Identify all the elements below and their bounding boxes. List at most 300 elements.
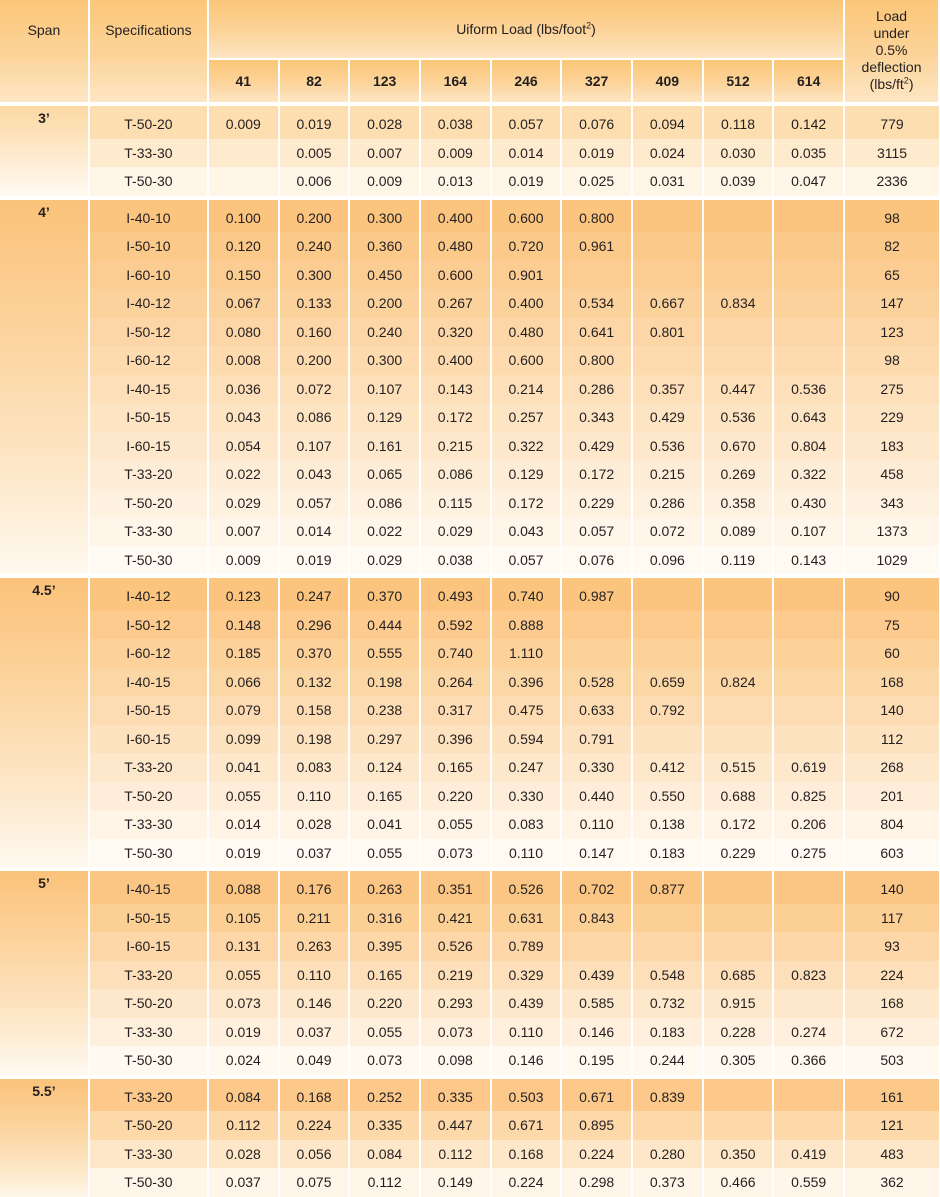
specification-cell: T-50-30 (89, 1046, 208, 1077)
deflection-value-cell: 0.252 (349, 1077, 420, 1112)
table-row (0, 1018, 939, 1047)
deflection-line-5 (845, 76, 938, 93)
deflection-value-cell: 0.269 (703, 460, 774, 489)
load-column-header: 41 (208, 59, 279, 104)
table-header (0, 0, 939, 104)
deflection-value-cell: 0.400 (491, 289, 562, 318)
table-row (0, 232, 939, 261)
specification-cell: I-40-15 (89, 668, 208, 697)
deflection-value-cell: 0.215 (632, 460, 703, 489)
deflection-value-cell: 0.168 (491, 1140, 562, 1169)
specification-cell: I-50-10 (89, 232, 208, 261)
load-under-deflection-cell: 458 (844, 460, 939, 489)
deflection-value-cell (632, 576, 703, 611)
deflection-value-cell: 0.430 (773, 489, 844, 518)
deflection-value-cell: 0.037 (279, 839, 350, 870)
deflection-value-cell: 0.105 (208, 904, 279, 933)
load-under-deflection-cell: 161 (844, 1077, 939, 1112)
deflection-value-cell: 0.641 (561, 318, 632, 347)
deflection-value-cell: 0.088 (208, 869, 279, 904)
deflection-value-cell (632, 1111, 703, 1140)
deflection-value-cell (773, 989, 844, 1018)
specification-cell: I-60-12 (89, 639, 208, 668)
table-row (0, 961, 939, 990)
deflection-value-cell: 0.083 (279, 753, 350, 782)
table-row (0, 639, 939, 668)
deflection-value-cell: 0.165 (349, 961, 420, 990)
deflection-value-cell: 0.238 (349, 696, 420, 725)
deflection-value-cell: 0.110 (561, 810, 632, 839)
deflection-value-cell: 0.263 (349, 869, 420, 904)
deflection-value-cell: 0.067 (208, 289, 279, 318)
deflection-value-cell: 0.839 (632, 1077, 703, 1112)
deflection-value-cell: 0.688 (703, 782, 774, 811)
deflection-value-cell: 0.055 (349, 839, 420, 870)
load-column-header: 614 (773, 59, 844, 104)
deflection-value-cell: 0.043 (208, 403, 279, 432)
deflection-value-cell: 0.834 (703, 289, 774, 318)
load-under-deflection-cell: 503 (844, 1046, 939, 1077)
specification-cell: I-50-15 (89, 403, 208, 432)
deflection-value-cell: 0.124 (349, 753, 420, 782)
deflection-value-cell: 0.075 (279, 1168, 350, 1197)
deflection-value-cell: 0.057 (491, 104, 562, 139)
deflection-value-cell (561, 261, 632, 290)
load-under-deflection-cell: 343 (844, 489, 939, 518)
deflection-value-cell: 0.300 (349, 198, 420, 233)
deflection-value-cell: 0.029 (420, 517, 491, 546)
table-row (0, 869, 939, 904)
deflection-value-cell: 0.877 (632, 869, 703, 904)
specification-cell: T-33-20 (89, 961, 208, 990)
table-row (0, 611, 939, 640)
deflection-value-cell: 0.037 (279, 1018, 350, 1047)
specification-cell: T-33-20 (89, 1077, 208, 1112)
table-row (0, 139, 939, 168)
deflection-value-cell: 0.036 (208, 375, 279, 404)
deflection-value-cell: 0.600 (491, 198, 562, 233)
uniform-load-close: ) (591, 21, 596, 37)
deflection-value-cell (703, 932, 774, 961)
deflection-value-cell: 0.274 (773, 1018, 844, 1047)
deflection-value-cell: 0.412 (632, 753, 703, 782)
deflection-value-cell: 0.296 (279, 611, 350, 640)
deflection-value-cell: 0.286 (561, 375, 632, 404)
deflection-value-cell: 0.172 (561, 460, 632, 489)
load-under-deflection-cell: 65 (844, 261, 939, 290)
deflection-value-cell: 0.028 (349, 104, 420, 139)
deflection-value-cell: 0.300 (279, 261, 350, 290)
deflection-value-cell: 0.165 (420, 753, 491, 782)
deflection-value-cell: 0.800 (561, 346, 632, 375)
deflection-value-cell: 0.439 (561, 961, 632, 990)
deflection-superscript: 2 (903, 75, 909, 86)
deflection-value-cell: 0.740 (491, 576, 562, 611)
table-row (0, 989, 939, 1018)
deflection-value-cell: 0.901 (491, 261, 562, 290)
deflection-value-cell (773, 318, 844, 347)
deflection-value-cell: 0.057 (491, 546, 562, 577)
deflection-value-cell: 0.297 (349, 725, 420, 754)
deflection-value-cell: 0.014 (491, 139, 562, 168)
deflection-value-cell: 0.057 (279, 489, 350, 518)
deflection-value-cell (703, 696, 774, 725)
table-row (0, 460, 939, 489)
specification-cell: I-60-10 (89, 261, 208, 290)
deflection-value-cell: 0.447 (703, 375, 774, 404)
deflection-value-cell: 0.526 (420, 932, 491, 961)
deflection-value-cell (632, 725, 703, 754)
deflection-value-cell: 0.043 (491, 517, 562, 546)
load-under-deflection-cell: 224 (844, 961, 939, 990)
span-cell: 4’ (0, 198, 89, 577)
deflection-value-cell: 0.014 (279, 517, 350, 546)
deflection-value-cell: 0.038 (420, 104, 491, 139)
deflection-value-cell: 0.110 (279, 961, 350, 990)
span-cell: 3’ (0, 104, 89, 198)
load-under-deflection-cell: 112 (844, 725, 939, 754)
deflection-value-cell: 0.895 (561, 1111, 632, 1140)
deflection-value-cell: 0.317 (420, 696, 491, 725)
deflection-value-cell: 0.008 (208, 346, 279, 375)
deflection-value-cell: 0.172 (420, 403, 491, 432)
deflection-value-cell (773, 198, 844, 233)
deflection-value-cell: 0.720 (491, 232, 562, 261)
deflection-value-cell: 0.073 (420, 839, 491, 870)
deflection-value-cell: 0.037 (208, 1168, 279, 1197)
deflection-value-cell: 0.073 (349, 1046, 420, 1077)
load-under-deflection-cell: 229 (844, 403, 939, 432)
specification-cell: T-50-30 (89, 167, 208, 198)
deflection-value-cell: 0.220 (420, 782, 491, 811)
deflection-value-cell: 0.198 (349, 668, 420, 697)
deflection-value-cell: 0.440 (561, 782, 632, 811)
load-under-deflection-cell: 1373 (844, 517, 939, 546)
deflection-value-cell: 0.176 (279, 869, 350, 904)
deflection-value-cell: 0.080 (208, 318, 279, 347)
deflection-value-cell (632, 639, 703, 668)
deflection-value-cell (632, 198, 703, 233)
deflection-value-cell: 0.480 (491, 318, 562, 347)
table-row (0, 1046, 939, 1077)
deflection-value-cell: 0.029 (349, 546, 420, 577)
deflection-value-cell: 0.293 (420, 989, 491, 1018)
load-column-header: 327 (561, 59, 632, 104)
specification-cell: T-33-30 (89, 1140, 208, 1169)
deflection-value-cell: 0.120 (208, 232, 279, 261)
deflection-value-cell: 0.110 (491, 839, 562, 870)
deflection-value-cell (773, 639, 844, 668)
deflection-value-cell: 0.240 (279, 232, 350, 261)
deflection-value-cell: 0.107 (349, 375, 420, 404)
deflection-value-cell: 0.200 (349, 289, 420, 318)
table-row (0, 839, 939, 870)
deflection-value-cell: 0.200 (279, 346, 350, 375)
specification-cell: T-33-30 (89, 810, 208, 839)
deflection-value-cell: 0.086 (279, 403, 350, 432)
deflection-value-cell: 0.019 (279, 104, 350, 139)
deflection-value-cell: 0.320 (420, 318, 491, 347)
span-cell: 5.5’ (0, 1077, 89, 1197)
table-row (0, 725, 939, 754)
load-under-deflection-cell: 483 (844, 1140, 939, 1169)
load-under-deflection-cell: 140 (844, 869, 939, 904)
deflection-value-cell: 0.098 (420, 1046, 491, 1077)
deflection-value-cell: 0.536 (703, 403, 774, 432)
deflection-value-cell: 0.022 (349, 517, 420, 546)
deflection-value-cell: 0.373 (632, 1168, 703, 1197)
deflection-value-cell: 0.585 (561, 989, 632, 1018)
table-row (0, 696, 939, 725)
deflection-value-cell: 0.702 (561, 869, 632, 904)
deflection-value-cell: 0.129 (349, 403, 420, 432)
specification-cell: I-50-15 (89, 904, 208, 933)
specification-cell: T-50-20 (89, 989, 208, 1018)
span-cell: 5’ (0, 869, 89, 1077)
specification-cell: T-33-30 (89, 139, 208, 168)
deflection-value-cell: 0.057 (561, 517, 632, 546)
deflection-value-cell: 0.792 (632, 696, 703, 725)
deflection-value-cell: 0.073 (420, 1018, 491, 1047)
deflection-value-cell: 0.240 (349, 318, 420, 347)
deflection-value-cell: 0.019 (208, 1018, 279, 1047)
deflection-value-cell: 0.280 (632, 1140, 703, 1169)
deflection-value-cell: 0.450 (349, 261, 420, 290)
load-column-header: 82 (279, 59, 350, 104)
load-column-header: 409 (632, 59, 703, 104)
deflection-value-cell: 0.298 (561, 1168, 632, 1197)
deflection-value-cell: 0.480 (420, 232, 491, 261)
load-under-deflection-cell: 93 (844, 932, 939, 961)
specification-cell: T-50-20 (89, 489, 208, 518)
deflection-value-cell (632, 611, 703, 640)
table-row (0, 576, 939, 611)
deflection-value-cell: 0.028 (208, 1140, 279, 1169)
table-row (0, 403, 939, 432)
deflection-value-cell: 0.526 (491, 869, 562, 904)
deflection-value-cell: 0.096 (632, 546, 703, 577)
deflection-value-cell: 0.351 (420, 869, 491, 904)
deflection-value-cell (773, 869, 844, 904)
specification-cell: I-40-10 (89, 198, 208, 233)
specification-cell: I-60-15 (89, 432, 208, 461)
deflection-value-cell: 0.009 (420, 139, 491, 168)
specification-cell: I-60-15 (89, 725, 208, 754)
table-row (0, 198, 939, 233)
deflection-value-cell: 0.791 (561, 725, 632, 754)
specification-cell: I-50-12 (89, 611, 208, 640)
deflection-value-cell: 0.019 (561, 139, 632, 168)
table-row (0, 753, 939, 782)
deflection-value-cell: 0.335 (420, 1077, 491, 1112)
deflection-value-cell: 0.006 (279, 167, 350, 198)
deflection-value-cell: 0.257 (491, 403, 562, 432)
deflection-value-cell: 0.112 (208, 1111, 279, 1140)
deflection-value-cell: 0.825 (773, 782, 844, 811)
deflection-value-cell: 0.079 (208, 696, 279, 725)
deflection-value-cell: 0.400 (420, 346, 491, 375)
deflection-value-cell: 0.073 (208, 989, 279, 1018)
table-row (0, 261, 939, 290)
deflection-value-cell (632, 346, 703, 375)
load-under-deflection-cell: 82 (844, 232, 939, 261)
deflection-value-cell (703, 576, 774, 611)
deflection-value-cell: 0.019 (491, 167, 562, 198)
deflection-value-cell (773, 611, 844, 640)
deflection-value-cell: 0.022 (208, 460, 279, 489)
specification-cell: T-33-30 (89, 517, 208, 546)
deflection-value-cell: 0.987 (561, 576, 632, 611)
specification-cell: T-33-30 (89, 1018, 208, 1047)
deflection-value-cell: 0.147 (561, 839, 632, 870)
deflection-value-cell: 0.229 (561, 489, 632, 518)
deflection-value-cell: 0.009 (208, 546, 279, 577)
table-row (0, 432, 939, 461)
specification-cell: T-50-30 (89, 839, 208, 870)
deflection-value-cell (703, 198, 774, 233)
deflection-value-cell: 0.220 (349, 989, 420, 1018)
deflection-value-cell: 0.366 (773, 1046, 844, 1077)
deflection-value-cell: 0.195 (561, 1046, 632, 1077)
deflection-value-cell: 0.503 (491, 1077, 562, 1112)
deflection-value-cell: 0.358 (703, 489, 774, 518)
deflection-value-cell (773, 261, 844, 290)
deflection-value-cell: 0.086 (349, 489, 420, 518)
specification-cell: T-50-20 (89, 782, 208, 811)
deflection-value-cell: 0.316 (349, 904, 420, 933)
deflection-value-cell: 0.219 (420, 961, 491, 990)
deflection-value-cell: 0.165 (349, 782, 420, 811)
deflection-value-cell (703, 261, 774, 290)
deflection-value-cell: 0.146 (279, 989, 350, 1018)
deflection-value-cell: 0.247 (491, 753, 562, 782)
deflection-value-cell (208, 139, 279, 168)
deflection-value-cell: 0.043 (279, 460, 350, 489)
deflection-value-cell: 0.014 (208, 810, 279, 839)
specification-cell: I-40-15 (89, 869, 208, 904)
deflection-value-cell (773, 289, 844, 318)
deflection-value-cell: 0.206 (773, 810, 844, 839)
deflection-value-cell: 0.100 (208, 198, 279, 233)
deflection-value-cell: 0.804 (773, 432, 844, 461)
table-row (0, 668, 939, 697)
deflection-value-cell (773, 725, 844, 754)
deflection-value-cell: 0.667 (632, 289, 703, 318)
deflection-value-cell: 0.421 (420, 904, 491, 933)
uniform-load-label: Uiform Load (lbs/foot (456, 21, 587, 37)
deflection-value-cell (632, 904, 703, 933)
deflection-value-cell: 0.370 (279, 639, 350, 668)
deflection-value-cell: 0.055 (420, 810, 491, 839)
deflection-value-cell (773, 696, 844, 725)
deflection-value-cell: 0.671 (561, 1077, 632, 1112)
deflection-value-cell: 0.961 (561, 232, 632, 261)
specification-cell: T-50-20 (89, 1111, 208, 1140)
specification-cell: I-40-12 (89, 576, 208, 611)
deflection-value-cell (773, 1077, 844, 1112)
deflection-value-cell: 0.065 (349, 460, 420, 489)
deflection-value-cell: 0.158 (279, 696, 350, 725)
deflection-value-cell: 0.229 (703, 839, 774, 870)
deflection-value-cell: 0.019 (279, 546, 350, 577)
deflection-value-cell: 0.107 (773, 517, 844, 546)
deflection-close: ) (908, 76, 914, 92)
deflection-value-cell: 0.685 (703, 961, 774, 990)
load-under-deflection-cell: 672 (844, 1018, 939, 1047)
deflection-value-cell: 0.224 (491, 1168, 562, 1197)
deflection-value-cell: 0.592 (420, 611, 491, 640)
deflection-value-cell (773, 576, 844, 611)
deflection-value-cell (703, 1077, 774, 1112)
deflection-value-cell: 0.183 (632, 839, 703, 870)
deflection-value-cell: 0.263 (279, 932, 350, 961)
deflection-value-cell: 0.142 (773, 104, 844, 139)
deflection-value-cell: 0.215 (420, 432, 491, 461)
deflection-value-cell: 0.396 (491, 668, 562, 697)
deflection-value-cell: 0.056 (279, 1140, 350, 1169)
load-under-deflection-cell: 779 (844, 104, 939, 139)
table-row (0, 167, 939, 198)
load-under-deflection-cell: 60 (844, 639, 939, 668)
deflection-value-cell (632, 261, 703, 290)
specification-cell: T-50-30 (89, 1168, 208, 1197)
deflection-value-cell (561, 611, 632, 640)
deflection-value-cell (208, 167, 279, 198)
deflection-value-cell (561, 639, 632, 668)
deflection-value-cell: 0.007 (208, 517, 279, 546)
deflection-value-cell: 0.039 (703, 167, 774, 198)
deflection-value-cell: 0.089 (703, 517, 774, 546)
deflection-value-cell: 0.536 (773, 375, 844, 404)
deflection-value-cell: 0.264 (420, 668, 491, 697)
load-under-deflection-cell: 168 (844, 989, 939, 1018)
deflection-value-cell: 0.198 (279, 725, 350, 754)
deflection-value-cell: 0.619 (773, 753, 844, 782)
load-column-header: 512 (703, 59, 774, 104)
deflection-value-cell: 0.143 (420, 375, 491, 404)
deflection-value-cell: 0.133 (279, 289, 350, 318)
deflection-value-cell: 0.395 (349, 932, 420, 961)
table-row (0, 1140, 939, 1169)
deflection-value-cell: 0.009 (208, 104, 279, 139)
deflection-value-cell (703, 904, 774, 933)
deflection-value-cell: 0.172 (703, 810, 774, 839)
deflection-value-cell: 0.024 (632, 139, 703, 168)
deflection-value-cell: 0.160 (279, 318, 350, 347)
deflection-value-cell: 0.536 (632, 432, 703, 461)
deflection-value-cell: 0.670 (703, 432, 774, 461)
table-row (0, 289, 939, 318)
deflection-value-cell: 0.330 (491, 782, 562, 811)
deflection-value-cell: 0.555 (349, 639, 420, 668)
deflection-value-cell: 0.007 (349, 139, 420, 168)
deflection-line-2: under (873, 25, 910, 41)
table-row (0, 904, 939, 933)
deflection-value-cell: 0.066 (208, 668, 279, 697)
deflection-header (844, 0, 939, 104)
load-column-header: 164 (420, 59, 491, 104)
span-header: Span (0, 0, 89, 104)
load-under-deflection-cell: 140 (844, 696, 939, 725)
deflection-value-cell: 0.643 (773, 403, 844, 432)
deflection-value-cell: 0.548 (632, 961, 703, 990)
deflection-value-cell: 0.550 (632, 782, 703, 811)
table-row (0, 1077, 939, 1112)
deflection-value-cell: 0.267 (420, 289, 491, 318)
uniform-load-header (208, 0, 844, 59)
deflection-value-cell (773, 668, 844, 697)
deflection-value-cell (703, 232, 774, 261)
